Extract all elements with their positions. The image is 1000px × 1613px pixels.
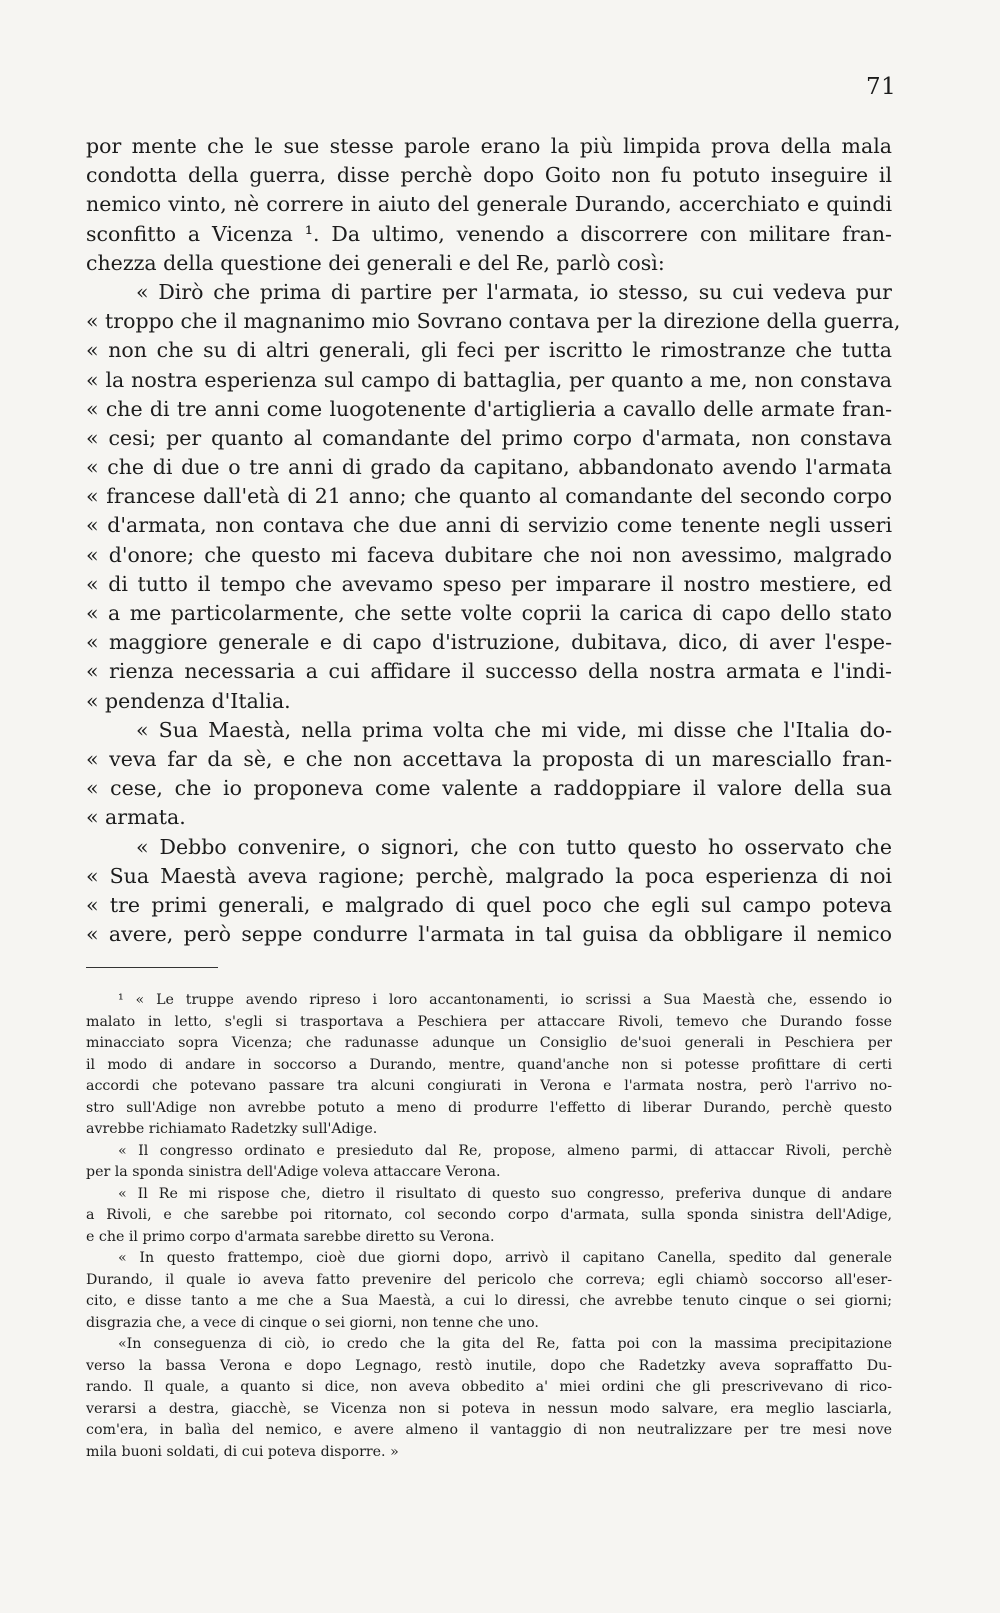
- footnote-line: «In conseguenza di ciò, io credo che la gita del Re, fatta poi con la massima precipitazione: [118, 1336, 892, 1352]
- footnote-line: « Il Re mi rispose che, dietro il risultato di questo suo congresso, preferiva dunque di andare: [118, 1185, 892, 1202]
- text-line: « francese dall'età di 21 anno; che quanto al comandante del secondo corpo: [86, 484, 892, 509]
- text-line: « troppo che il magnanimo mio Sovrano contava per la direzione della guerra,: [86, 309, 901, 334]
- footnotes-block: [86, 990, 892, 1463]
- footnote-line: disgrazia che, a vece di cinque o sei giorni, non tenne che uno.: [86, 1314, 539, 1331]
- footnote-line: e che il primo corpo d'armata sarebbe diretto su Verona.: [86, 1228, 495, 1245]
- text-line: por mente che le sue stesse parole erano la più limpida prova della mala: [86, 134, 892, 158]
- text-line: « maggiore generale e di capo d'istruzione, dubitava, dico, di aver l'espe-: [86, 630, 892, 655]
- text-line: nemico vinto, nè correre in aiuto del generale Durando, accerchiato e quindi: [86, 192, 892, 217]
- text-line: « a me particolarmente, che sette volte coprii la carica di capo dello stato: [86, 601, 892, 625]
- footnote-line: com'era, in balìa del nemico, e avere almeno il vantaggio di non neutralizzare per tre mesi nove: [86, 1422, 892, 1438]
- footnote-line: Durando, il quale io aveva fatto prevenire del pericolo che correva; egli chiamò soccorso all'eser-: [86, 1271, 892, 1288]
- text-line: « non che su di altri generali, gli feci per iscritto le rimostranze che tutta: [86, 338, 892, 363]
- text-line: « cese, che io proponeva come valente a raddoppiare il valore della sua: [86, 776, 892, 801]
- text-line: « Sua Maestà aveva ragione; perchè, malgrado la poca esperienza di noi: [86, 863, 892, 888]
- footnote-line: minacciato sopra Vicenza; che radunasse adunque un Consiglio de'suoi generali in Peschiera per: [86, 1035, 892, 1051]
- text-line: sconfitto a Vicenza ¹. Da ultimo, venendo a discorrere con militare fran-: [86, 221, 892, 246]
- text-line: « Dirò che prima di partire per l'armata, io stesso, su cui vedeva pur: [136, 279, 892, 304]
- text-line: « la nostra esperienza sul campo di battaglia, per quanto a me, non constava: [86, 367, 892, 392]
- text-line: « armata.: [86, 805, 186, 830]
- footnote-line: stro sull'Adige non avrebbe potuto a meno di produrre l'effetto di liberar Durando, perchè questo: [86, 1099, 892, 1116]
- text-line: « veva far da sè, e che non accettava la proposta di un maresciallo fran-: [86, 746, 892, 771]
- footnote-line: « In questo frattempo, cioè due giorni dopo, arrivò il capitano Canella, spedito dal generale: [118, 1250, 892, 1266]
- page-number: 71: [866, 74, 897, 100]
- text-line: chezza della questione dei generali e del Re, parlò così:: [86, 250, 665, 275]
- footnote-line: cito, e disse tanto a me che a Sua Maestà, a cui lo diressi, che avrebbe tenuto cinque o sei giorni;: [86, 1293, 892, 1309]
- text-line: « che di due o tre anni di grado da capitano, abbandonato avendo l'armata: [86, 455, 892, 480]
- text-line: « tre primi generali, e malgrado di quel poco che egli sul campo poteva: [86, 892, 892, 917]
- text-line: « cesi; per quanto al comandante del primo corpo d'armata, non constava: [86, 425, 892, 450]
- footnote-line: il modo di andare in soccorso a Durando, mentre, quand'anche non si potesse profittare di certi: [86, 1056, 892, 1073]
- footnote-line: accordi che potevano passare tra alcuni congiurati in Verona e l'armata nostra, però l'arrivo no-: [86, 1078, 892, 1094]
- footnote-line: rando. Il quale, a quanto si dice, non aveva obbedito a' miei ordini che gli prescrivevano di rico-: [86, 1379, 892, 1395]
- main-text-body: [86, 132, 901, 949]
- text-line: « d'onore; che questo mi faceva dubitare che noi non avessimo, malgrado: [86, 542, 892, 567]
- text-line: « che di tre anni come luogotenente d'artiglieria a cavallo delle armate fran-: [86, 396, 892, 421]
- footnote-line: verarsi a destra, giacchè, se Vicenza non si poteva in nessun modo salvare, era meglio lasciarla,: [86, 1400, 892, 1417]
- text-line: « di tutto il tempo che avevamo speso per imparare il nostro mestiere, ed: [86, 571, 892, 596]
- footnote-line: ¹ « Le truppe avendo ripreso i loro accantonamenti, io scrissi a Sua Maestà che, essendo io: [118, 992, 892, 1008]
- footnote-line: avrebbe richiamato Radetzky sull'Adige.: [86, 1121, 378, 1137]
- text-line: « avere, però seppe condurre l'armata in tal guisa da obbligare il nemico: [86, 922, 892, 947]
- text-line: « Debbo convenire, o signori, che con tutto questo ho osservato che: [136, 834, 892, 859]
- footnote-line: mila buoni soldati, di cui poteva disporre. »: [86, 1443, 399, 1460]
- footnote-line: verso la bassa Verona e dopo Legnago, restò inutile, dopo che Radetzky aveva sopraffatto Du-: [86, 1357, 892, 1374]
- footnote-divider: [86, 967, 218, 968]
- text-line: « pendenza d'Italia.: [86, 688, 291, 713]
- footnote-line: malato in letto, s'egli si trasportava a Peschiera per attaccare Rivoli, temevo che Durando fosse: [86, 1013, 892, 1030]
- footnote-line: « Il congresso ordinato e presieduto dal Re, propose, almeno parmi, di attaccar Rivoli, perchè: [118, 1142, 892, 1159]
- footnote-line: a Rivoli, e che sarebbe poi ritornato, col secondo corpo d'armata, sulla sponda sinistra dell'Adige,: [86, 1207, 892, 1223]
- footnote-line: per la sponda sinistra dell'Adige voleva attaccare Verona.: [86, 1164, 501, 1180]
- text-line: « d'armata, non contava che due anni di servizio come tenente negli usseri: [86, 513, 892, 538]
- text-line: « Sua Maestà, nella prima volta che mi vide, mi disse che l'Italia do-: [136, 717, 892, 742]
- text-line: « rienza necessaria a cui affidare il successo della nostra armata e l'indi-: [86, 659, 892, 684]
- text-line: condotta della guerra, disse perchè dopo Goito non fu potuto inseguire il: [86, 163, 892, 188]
